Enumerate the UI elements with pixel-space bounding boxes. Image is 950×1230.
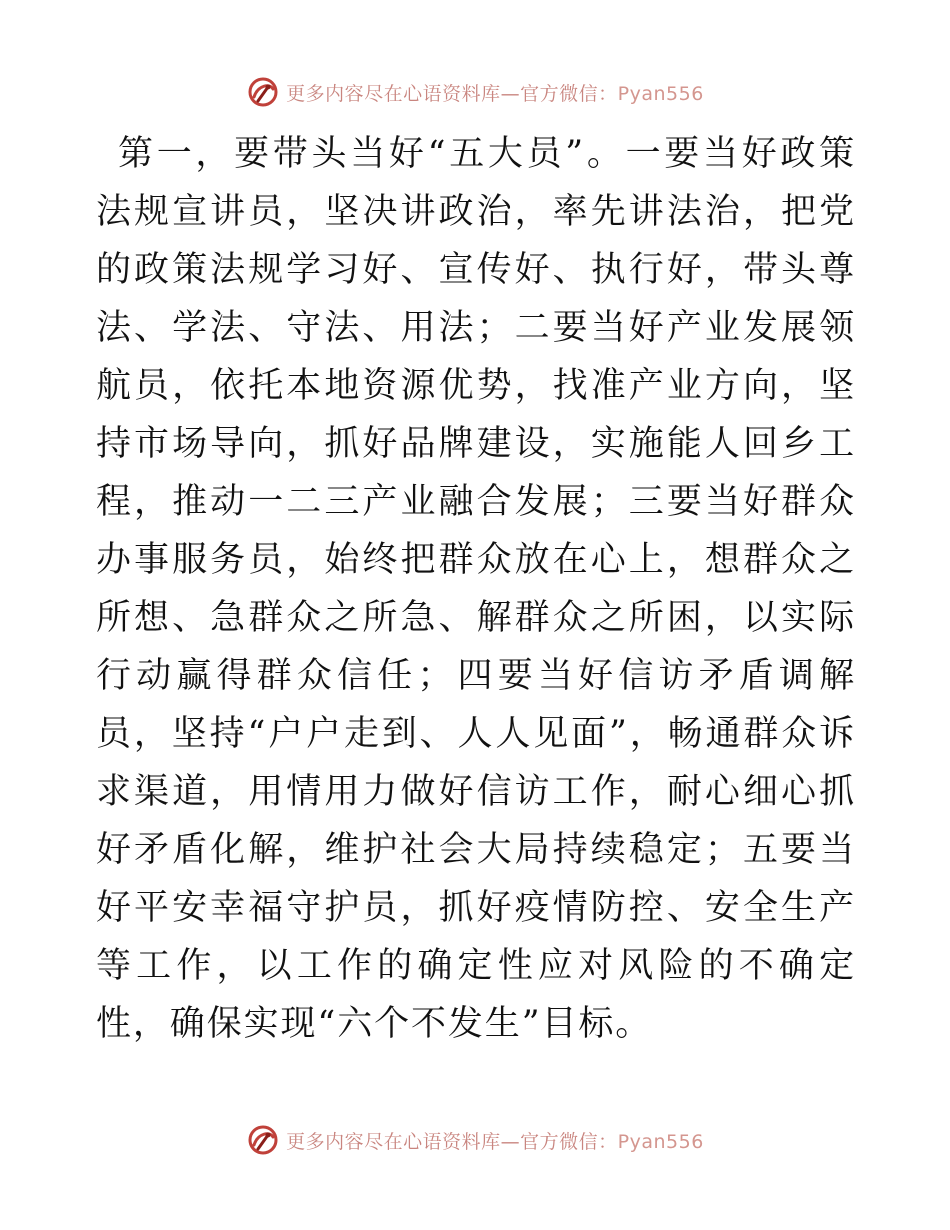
header-watermark-banner: [0, 72, 950, 112]
document-body: [96, 125, 856, 1053]
header-banner-label: 更多内容尽在心语资料库—官方微信：: [286, 82, 618, 105]
footer-banner-label: 更多内容尽在心语资料库—官方微信：: [286, 1130, 618, 1153]
header-wechat-id: Pyan556: [617, 82, 704, 105]
footer-watermark-text: [286, 1127, 704, 1154]
footer-wechat-id: Pyan556: [617, 1130, 704, 1153]
footer-watermark-banner: [0, 1120, 950, 1160]
red-swirl-logo-icon: [246, 1123, 280, 1157]
header-watermark-text: [286, 79, 704, 106]
body-paragraph: 第一，要带头当好“五大员”。一要当好政策法规宣讲员，坚决讲政治，率先讲法治，把党的政策法规学习好、宣传好、执行好，带头尊法、学法、守法、用法；二要当好产业发展领航员，依托本地资源优势，找准产业方向，坚持市场导向，抓好品牌建设，实施能人回乡工程，推动一二三产业融合发展；三要当好群众办事服务员，始终把群众放在心上，想群众之所想、急群众之所急、解群众之所困，以实际行动赢得群众信任；四要当好信访矛盾调解员，坚持“户户走到、人人见面”，畅通群众诉求渠道，用情用力做好信访工作，耐心细心抓好矛盾化解，维护社会大局持续稳定；五要当好平安幸福守护员，抓好疫情防控、安全生产等工作，以工作的确定性应对风险的不确定性，确保实现“六个不发生”目标。: [96, 134, 856, 1044]
red-swirl-logo-icon: [246, 75, 280, 109]
